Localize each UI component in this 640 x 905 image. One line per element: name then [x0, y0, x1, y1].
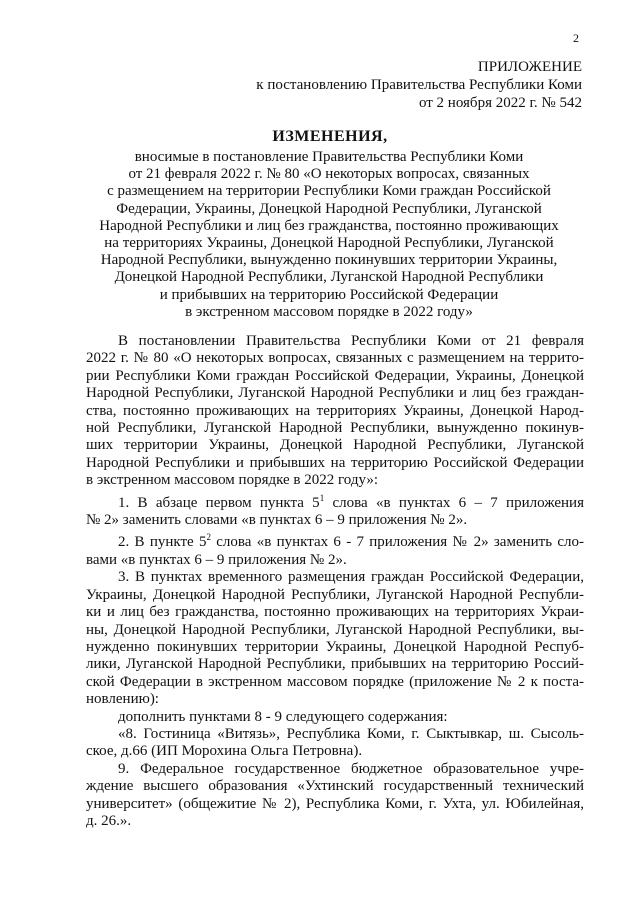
subtitle-line: Донецкой Народной Республики, Луганской Народной Республики	[114, 269, 544, 286]
document-subtitle	[74, 149, 584, 321]
item-1-text-b: слова «в пунктах 6 – 7 приложения	[324, 494, 584, 511]
appendix-date: от 2 ноября 2022 г. № 542	[418, 95, 582, 111]
body-line: ной Республики, Луганской Народной Республики, вынужденно покинув-	[86, 420, 584, 437]
subtitle-line: Федерации, Украины, Донецкой Народной Республики, Луганской	[116, 200, 542, 217]
body-line: д. 26.».	[86, 812, 132, 829]
appendix-header	[256, 58, 582, 112]
subtitle-line: вносимые в постановление Правительства Республики Коми	[134, 149, 524, 165]
point-8	[86, 726, 584, 761]
body-line: 3. В пунктах временного размещения граждан Российской Федерации,	[118, 569, 584, 586]
item-2-text-a: 2. В пункте 5	[118, 534, 207, 551]
appendix-reference: к постановлению Правительства Республики Коми	[256, 77, 582, 93]
body-line: Украины, Донецкой Народной Республики, Луганской Народной Республи-	[86, 586, 584, 603]
body-line: ки и лиц без гражданства, постоянно проживающих на территориях Украи-	[86, 604, 584, 621]
body-line: Народной Республики и прибывших на территорию Российской Федерации	[86, 454, 584, 471]
body-line: рии Республики Коми граждан Российской Федерации, Украины, Донецкой	[86, 367, 584, 384]
item-2	[86, 529, 584, 569]
body-line: ждение высшего образования «Ухтинский государственный технический	[86, 778, 584, 795]
body-line: ны, Донецкой Народной Республики, Луганской Народной Республики, вы-	[86, 621, 584, 638]
item-3	[86, 569, 584, 708]
subtitle-line: с размещением на территории Республики Коми граждан Российской	[107, 183, 551, 200]
subtitle-line: и прибывших на территорию Российской Федерации	[159, 286, 499, 303]
item-1-text-a: 1. В абзаце первом пункта 5	[118, 494, 320, 511]
subtitle-line: от 21 февраля 2022 г. № 80 «О некоторых вопросах, связанных	[128, 166, 530, 183]
point-9	[86, 761, 584, 831]
body-line	[86, 529, 584, 551]
body-line: «8. Гостиница «Витязь», Республика Коми, г. Сыктывкар, ш. Сысоль-	[118, 725, 584, 742]
body-line: ское, д.66 (ИП Морохина Ольга Петровна).	[86, 743, 363, 760]
document-heading: ИЗМЕНЕНИЯ,	[272, 128, 388, 145]
body-line: лики, Луганской Народной Республики, прибывших на территорию Россий-	[86, 656, 584, 673]
body-line: 9. Федеральное государственное бюджетное образовательное учре-	[118, 760, 584, 777]
document-body	[86, 333, 584, 830]
item-2-text-b: слова «в пунктах 6 - 7 приложения № 2» заменить сло-	[210, 534, 584, 551]
page-number: 2	[573, 31, 579, 45]
subtitle-line: Народной Республики и лиц без гражданства, постоянно проживающих	[99, 217, 559, 234]
body-line: новлению):	[86, 691, 159, 708]
item-2-superscript: 2	[206, 532, 211, 543]
body-line: вами «в пунктах 6 – 9 приложения № 2».	[86, 551, 347, 568]
subtitle-line: Народной Республики, вынужденно покинувших территории Украины,	[100, 252, 558, 269]
body-line: 2022 г. № 80 «О некоторых вопросах, связанных с размещением на террито-	[86, 350, 584, 367]
supplement-paragraph	[86, 709, 584, 726]
body-line: в экстренном массовом порядке в 2022 году»:	[86, 472, 379, 489]
subtitle-line: на территориях Украины, Донецкой Народной Республики, Луганской	[104, 235, 554, 252]
subtitle-line: в экстренном массовом порядке в 2022 году»	[185, 303, 473, 320]
appendix-title: ПРИЛОЖЕНИЕ	[477, 59, 582, 75]
item-1-superscript: 1	[319, 492, 325, 503]
item-1	[86, 490, 584, 530]
body-line: № 2» заменить словами «в пунктах 6 – 9 приложения № 2».	[86, 512, 468, 529]
body-line: нужденно покинувших территории Украины, Донецкой Народной Респуб-	[86, 638, 584, 655]
body-line: дополнить пунктами 8 - 9 следующего содержания:	[118, 708, 448, 725]
body-line	[86, 490, 584, 512]
body-line: ших территории Украины, Донецкой Народной Республики, Луганской	[86, 437, 584, 454]
body-line: университет» (общежитие № 2), Республика Коми, г. Ухта, ул. Юбилейная,	[86, 795, 584, 812]
body-line: ской Федерации в экстренном массовом порядке (приложение № 2 к поста-	[86, 673, 584, 690]
intro-paragraph	[86, 333, 584, 490]
body-line: ства, постоянно проживающих на территориях Украины, Донецкой Народ-	[86, 402, 584, 419]
body-line: Народной Республики, Луганской Народной Республики и лиц без граждан-	[86, 385, 584, 402]
body-line: В постановлении Правительства Республики Коми от 21 февраля	[118, 333, 584, 349]
